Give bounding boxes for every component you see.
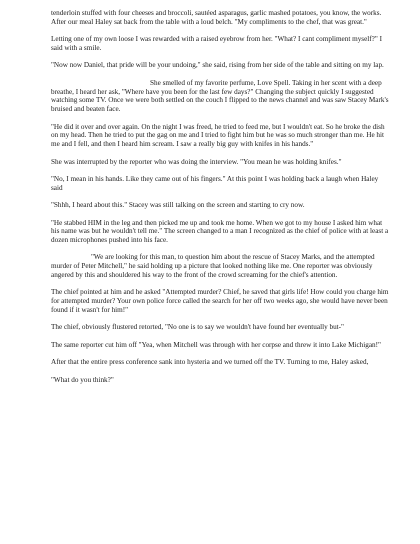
paragraph-5: "He did it over and over again. On the night I was freed, he tried to feed me, but I wouldn't eat. So he broke the dish on my head. Then he tried to put the gag on me and I tried to fight him but he was so much stronger than me. He hit me and I fell, and then I heard him scream. I saw a really big guy with knifes in his hands."	[51, 122, 385, 149]
paragraph-13: The same reporter cut him off "Yea, when Mitchell was through with her corpse and threw it into Lake Michigan!"	[51, 340, 381, 349]
paragraph-8: "Shhh, I heard about this." Stacey was still talking on the screen and starting to cry now.	[51, 201, 305, 210]
paragraph-10: "We are looking for this man, to question him about the rescue of Stacey Marks, and the attempted murder of Peter Mitchell," he said holding up a picture that looked nothing like me. One reporter was obviously angered by this and shouldered his way to the front of the crowd screaming for the chief's attention.	[51, 253, 375, 280]
paragraph-14: After that the entire press conference sank into hysteria and we turned off the TV. Turning to me, Haley asked,	[51, 358, 369, 367]
paragraph-6: She was interrupted by the reporter who was doing the interview. "You mean he was holding knifes."	[51, 157, 342, 166]
paragraph-7: "No, I mean in his hands. Like they came out of his fingers." At this point I was holding back a laugh when Haley said	[51, 174, 379, 192]
paragraph-2: Letting one of my own loose I was rewarded with a raised eyebrow from her. "What? I cant compliment myself?" I said with a smile.	[51, 35, 382, 52]
paragraph-11: The chief pointed at him and he asked "Attempted murder? Chief, he saved that girls life! How could you charge him for attempted murder? Your own police force called the search for her off two weeks ago, she would have never been found if it wasn't for him!"	[51, 288, 389, 315]
paragraph-3: "Now now Daniel, that pride will be your undoing," she said, rising from her side of the table and sitting on my lap.	[51, 61, 384, 70]
paragraph-15: "What do you think?"	[51, 375, 114, 384]
paragraph-4: She smelled of my favorite perfume, Love Spell. Taking in her scent with a deep breathe, I heard her ask, "Where have you been for the last few days?" Changing the subject quickly I suggested watching some TV. Once we were both settled on the couch I flipped to the news channel and was saw Stacey Mark's bruised and beaten face.	[51, 78, 389, 114]
paragraph-12: The chief, obviously flustered retorted, "No one is to say we wouldn't have found her eventually but-"	[51, 323, 344, 332]
paragraph-9: "He stabbed HIM in the leg and then picked me up and took me home. When we got to my house I asked him what his name was but he wouldn't tell me." The screen changed to a man I recognized as the chief of police with at least a dozen microphones pushed into his face.	[51, 218, 389, 245]
paragraph-1: tenderloin stuffed with four cheeses and broccoli, sautéed asparagus, garlic mashed potatoes, you know, the works. After our meal Haley sat back from the table with a loud belch. "My compliments to the chef, that was great."	[51, 9, 382, 26]
